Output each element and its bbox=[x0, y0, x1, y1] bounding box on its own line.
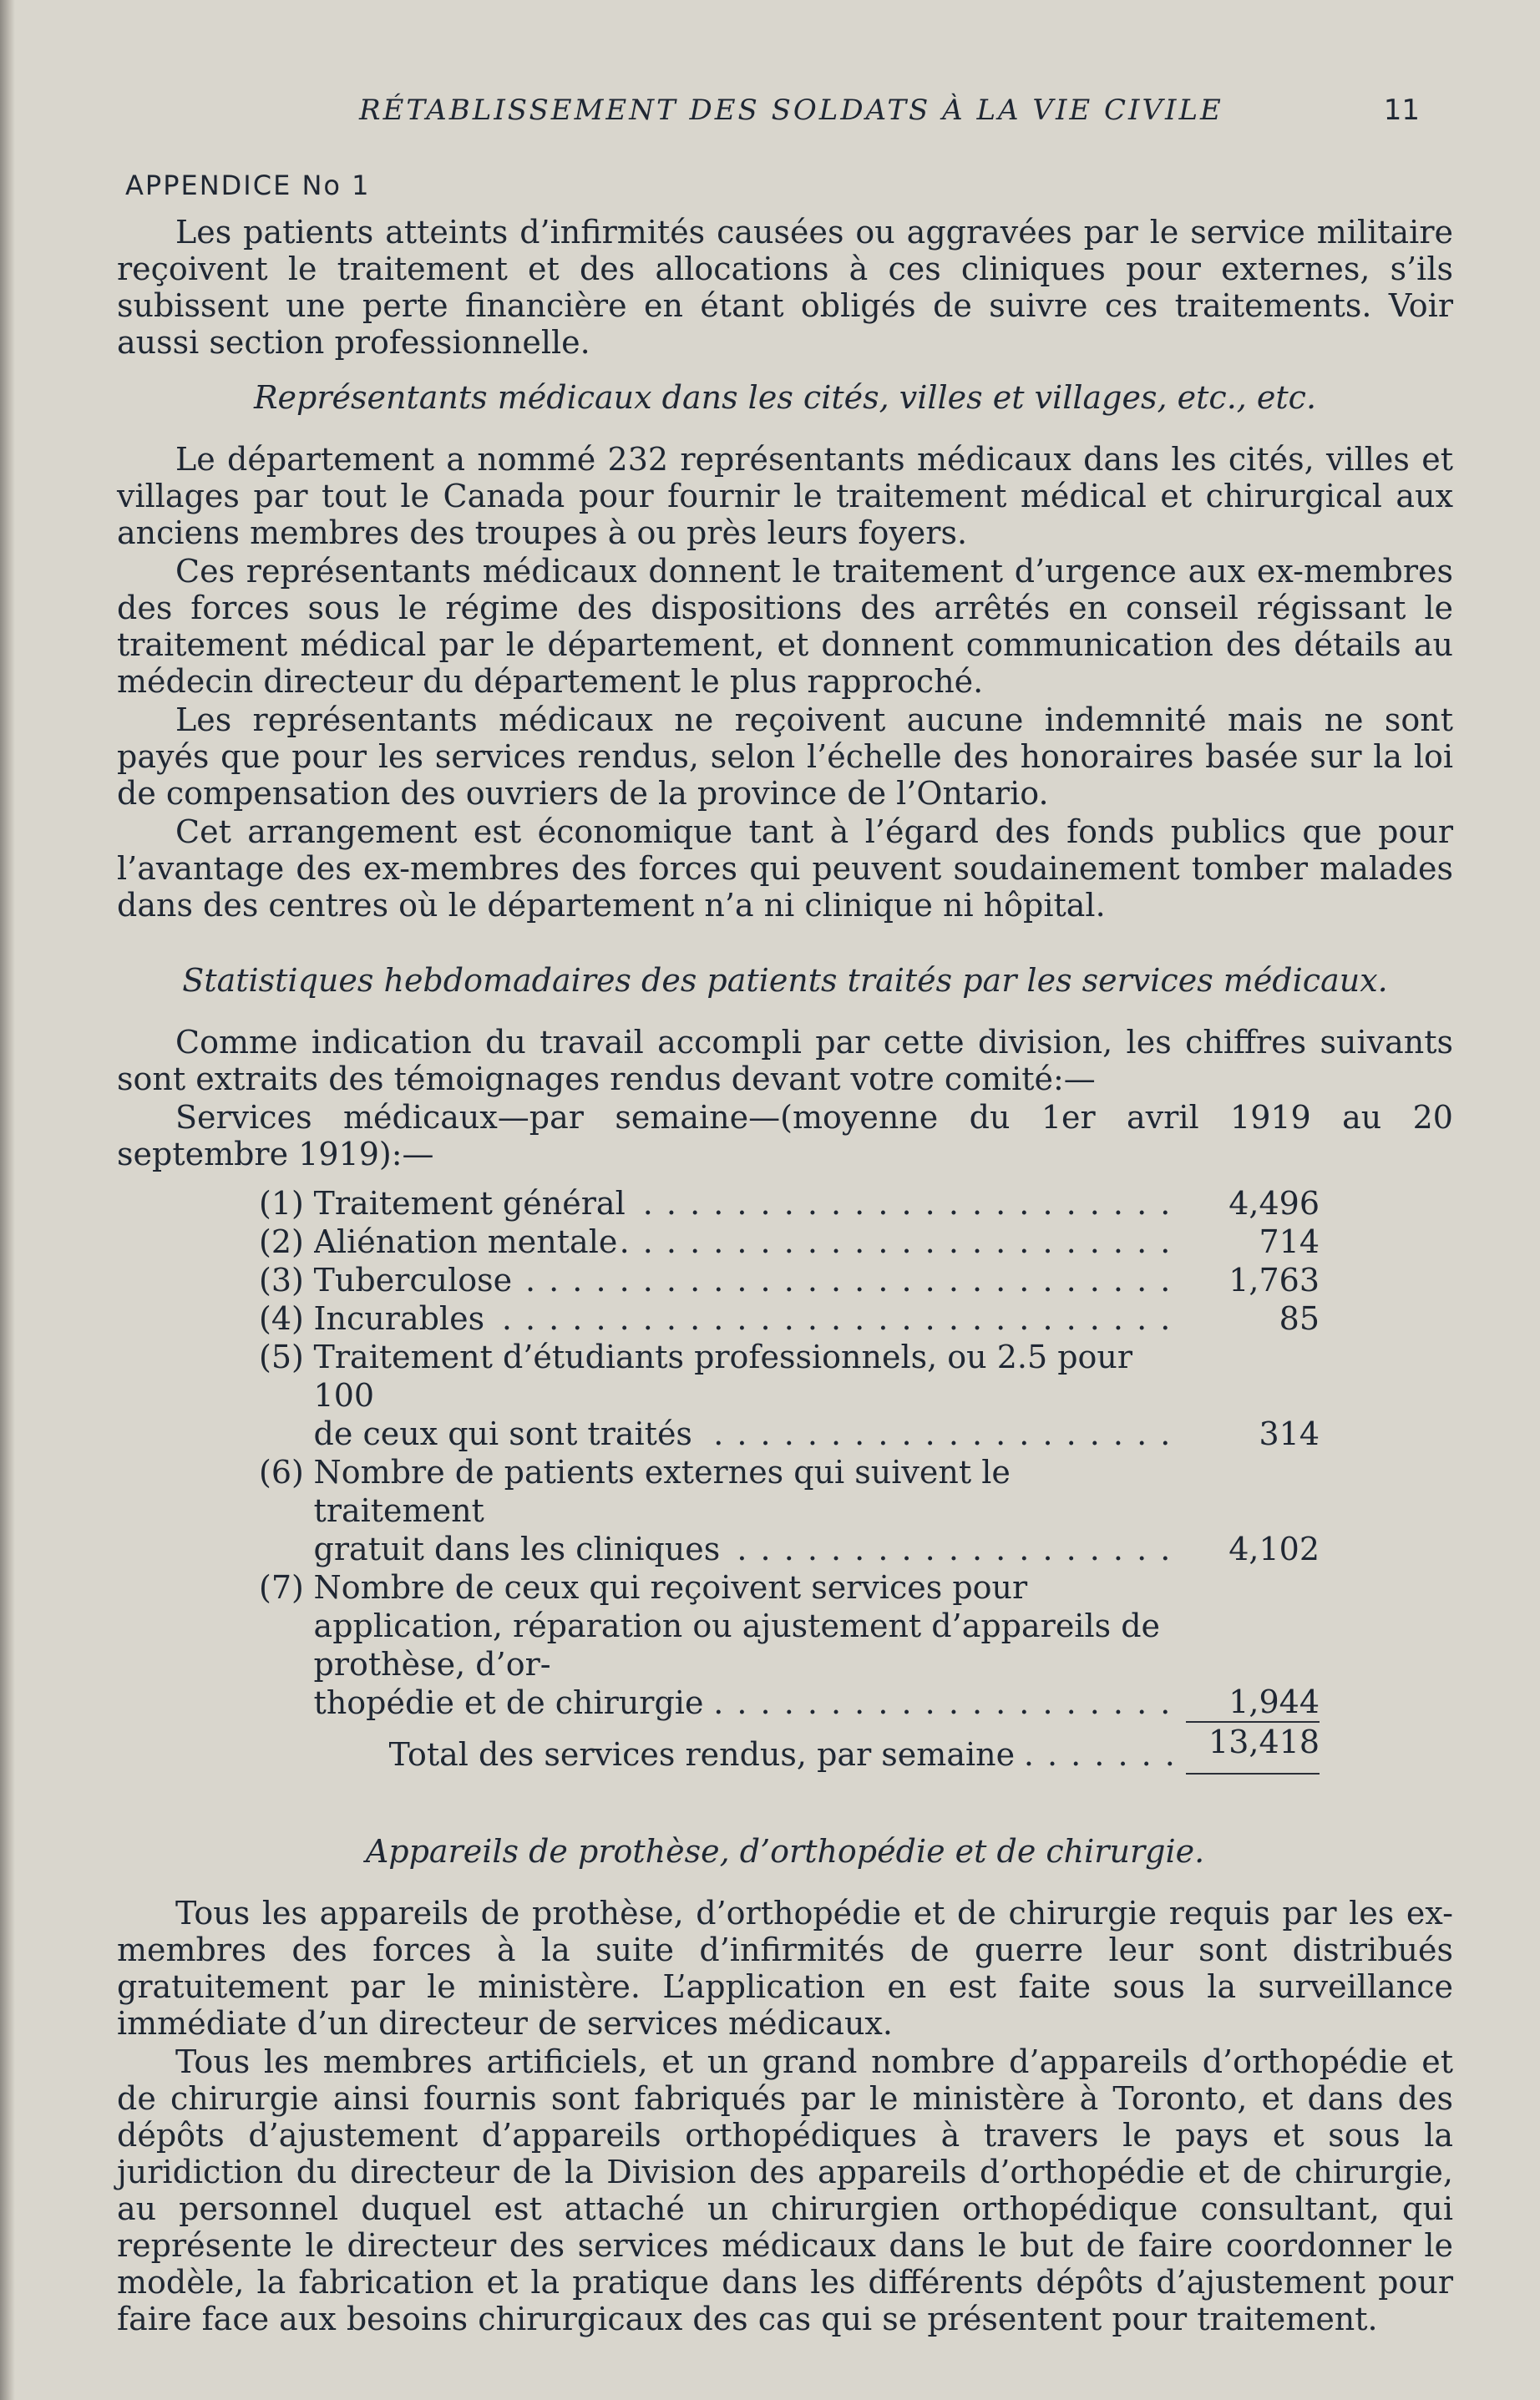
item-number: (5) bbox=[259, 1339, 304, 1375]
item-label: Aliénation mentale bbox=[314, 1223, 623, 1260]
item-number: (4) bbox=[259, 1300, 304, 1337]
body-paragraph: Ces représentants médicaux donnent le traitement d’urgence aux ex-membres des forces sous le régime des dispositions des arrêtés en conseil régissant le traitement médical par le département, et donnent communication des détails au médecin directeur du département le plus rapproché. bbox=[117, 553, 1453, 700]
item-label: Incurables bbox=[314, 1300, 490, 1337]
body-paragraph: Comme indication du travail accompli par cette division, les chiffres suivants sont extraits des témoignages rendus devant votre comité:— bbox=[117, 1024, 1453, 1097]
running-header bbox=[117, 84, 1453, 134]
appendix-label: APPENDICE No 1 bbox=[125, 170, 371, 201]
item-value: 4,496 bbox=[1228, 1185, 1320, 1222]
weekly-statistics-table bbox=[259, 1184, 1320, 1775]
item-number: (6) bbox=[259, 1454, 304, 1491]
item-label: gratuit dans les cliniques bbox=[314, 1531, 726, 1567]
table-row bbox=[259, 1184, 1320, 1223]
body-paragraph: Services médicaux—par semaine—(moyenne du 1er avril 1919 au 20 septembre 1919):— bbox=[117, 1099, 1453, 1172]
page-binding-edge bbox=[0, 0, 15, 2400]
item-label: Tuberculose bbox=[314, 1262, 518, 1299]
table-row bbox=[259, 1223, 1320, 1261]
item-label-first-line: Nombre de patients externes qui suivent le traitement bbox=[313, 1454, 1011, 1529]
total-value: 13,418 bbox=[1186, 1722, 1320, 1774]
item-label: thopédie et de chirurgie bbox=[314, 1684, 709, 1721]
table-row bbox=[259, 1568, 1320, 1722]
item-value: 1,763 bbox=[1228, 1262, 1320, 1299]
item-label-first-line: Traitement d’étudiants professionnels, ou 2.5 pour 100 bbox=[313, 1339, 1133, 1414]
item-value: 1,944 bbox=[1186, 1568, 1320, 1722]
item-value: 4,102 bbox=[1228, 1531, 1320, 1567]
item-value: 714 bbox=[1259, 1223, 1320, 1260]
section-heading-weekly-statistics: Statistiques hebdomadaires des patients traités par les services médicaux. bbox=[182, 962, 1388, 999]
body-paragraph: Les représentants médicaux ne reçoivent aucune indemnité mais ne sont payés que pour les services rendus, selon l’échelle des honoraires basée sur la loi de compensation des ouvriers de la province de l’Ontario. bbox=[117, 701, 1453, 812]
item-label: Traitement général bbox=[314, 1185, 631, 1222]
page-number: 11 bbox=[1383, 94, 1420, 127]
intro-paragraph: Les patients atteints d’infirmités causées ou aggravées par le service militaire reçoivent le traitement et des allocations à ces cliniques pour externes, s’ils subissent une perte financière en étant obligés de suivre ces traitements. Voir aussi section professionnelle. bbox=[117, 214, 1453, 361]
section-heading-medical-representatives: Représentants médicaux dans les cités, villes et villages, etc., etc. bbox=[253, 379, 1317, 416]
total-label: Total des services rendus, par semaine bbox=[389, 1736, 1021, 1773]
document-page bbox=[117, 84, 1453, 2339]
item-number: (2) bbox=[259, 1223, 304, 1260]
section-heading-prosthetic-appliances: Appareils de prothèse, d’orthopédie et de chirurgie. bbox=[365, 1833, 1205, 1870]
item-number: (1) bbox=[259, 1185, 304, 1222]
item-number: (3) bbox=[259, 1262, 304, 1299]
item-label: de ceux qui sont traités bbox=[314, 1415, 697, 1452]
body-paragraph: Tous les membres artificiels, et un grand nombre d’appareils d’orthopédie et de chirurgie ainsi fournis sont fabriqués par le ministère à Toronto, et dans des dépôts d’ajustement d’appareils orthopédiques à travers le pays et sous la juridiction du directeur de la Division des appareils d’orthopédie et de chirurgie, au personnel duquel est attaché un chirurgien orthopédique consultant, qui représente le directeur des services médicaux dans le but de faire coordonner le modèle, la fabrication et la pratique dans les différents dépôts d’ajustement pour faire face aux besoins chirurgicaux des cas qui se présentent pour traitement. bbox=[117, 2043, 1453, 2337]
body-paragraph: Tous les appareils de prothèse, d’orthopédie et de chirurgie requis par les ex-membres des forces à la suite d’infirmités de guerre leur sont distribués gratuitement par le ministère. L’application en est faite sous la surveillance immédiate d’un directeur de services médicaux. bbox=[117, 1895, 1453, 2042]
table-row bbox=[259, 1299, 1320, 1338]
running-title: RÉTABLISSEMENT DES SOLDATS À LA VIE CIVILE bbox=[359, 94, 1223, 127]
table-row bbox=[259, 1261, 1320, 1299]
item-number: (7) bbox=[259, 1569, 304, 1606]
item-value: 314 bbox=[1259, 1415, 1320, 1452]
body-paragraph: Le département a nommé 232 représentants médicaux dans les cités, villes et villages par tout le Canada pour fournir le traitement médical et chirurgical aux anciens membres des troupes à ou près leurs foyers. bbox=[117, 441, 1453, 551]
table-row bbox=[259, 1453, 1320, 1568]
item-value: 85 bbox=[1279, 1300, 1320, 1337]
total-row bbox=[259, 1722, 1320, 1774]
item-label-first-line: Nombre de ceux qui reçoivent services pour application, réparation ou ajustement d’appareils de prothèse, d’or- bbox=[313, 1569, 1161, 1683]
table-row bbox=[259, 1338, 1320, 1453]
body-paragraph: Cet arrangement est économique tant à l’égard des fonds publics que pour l’avantage des ex-membres des forces qui peuvent soudainement tomber malades dans des centres où le département n’a ni clinique ni hôpital. bbox=[117, 813, 1453, 924]
